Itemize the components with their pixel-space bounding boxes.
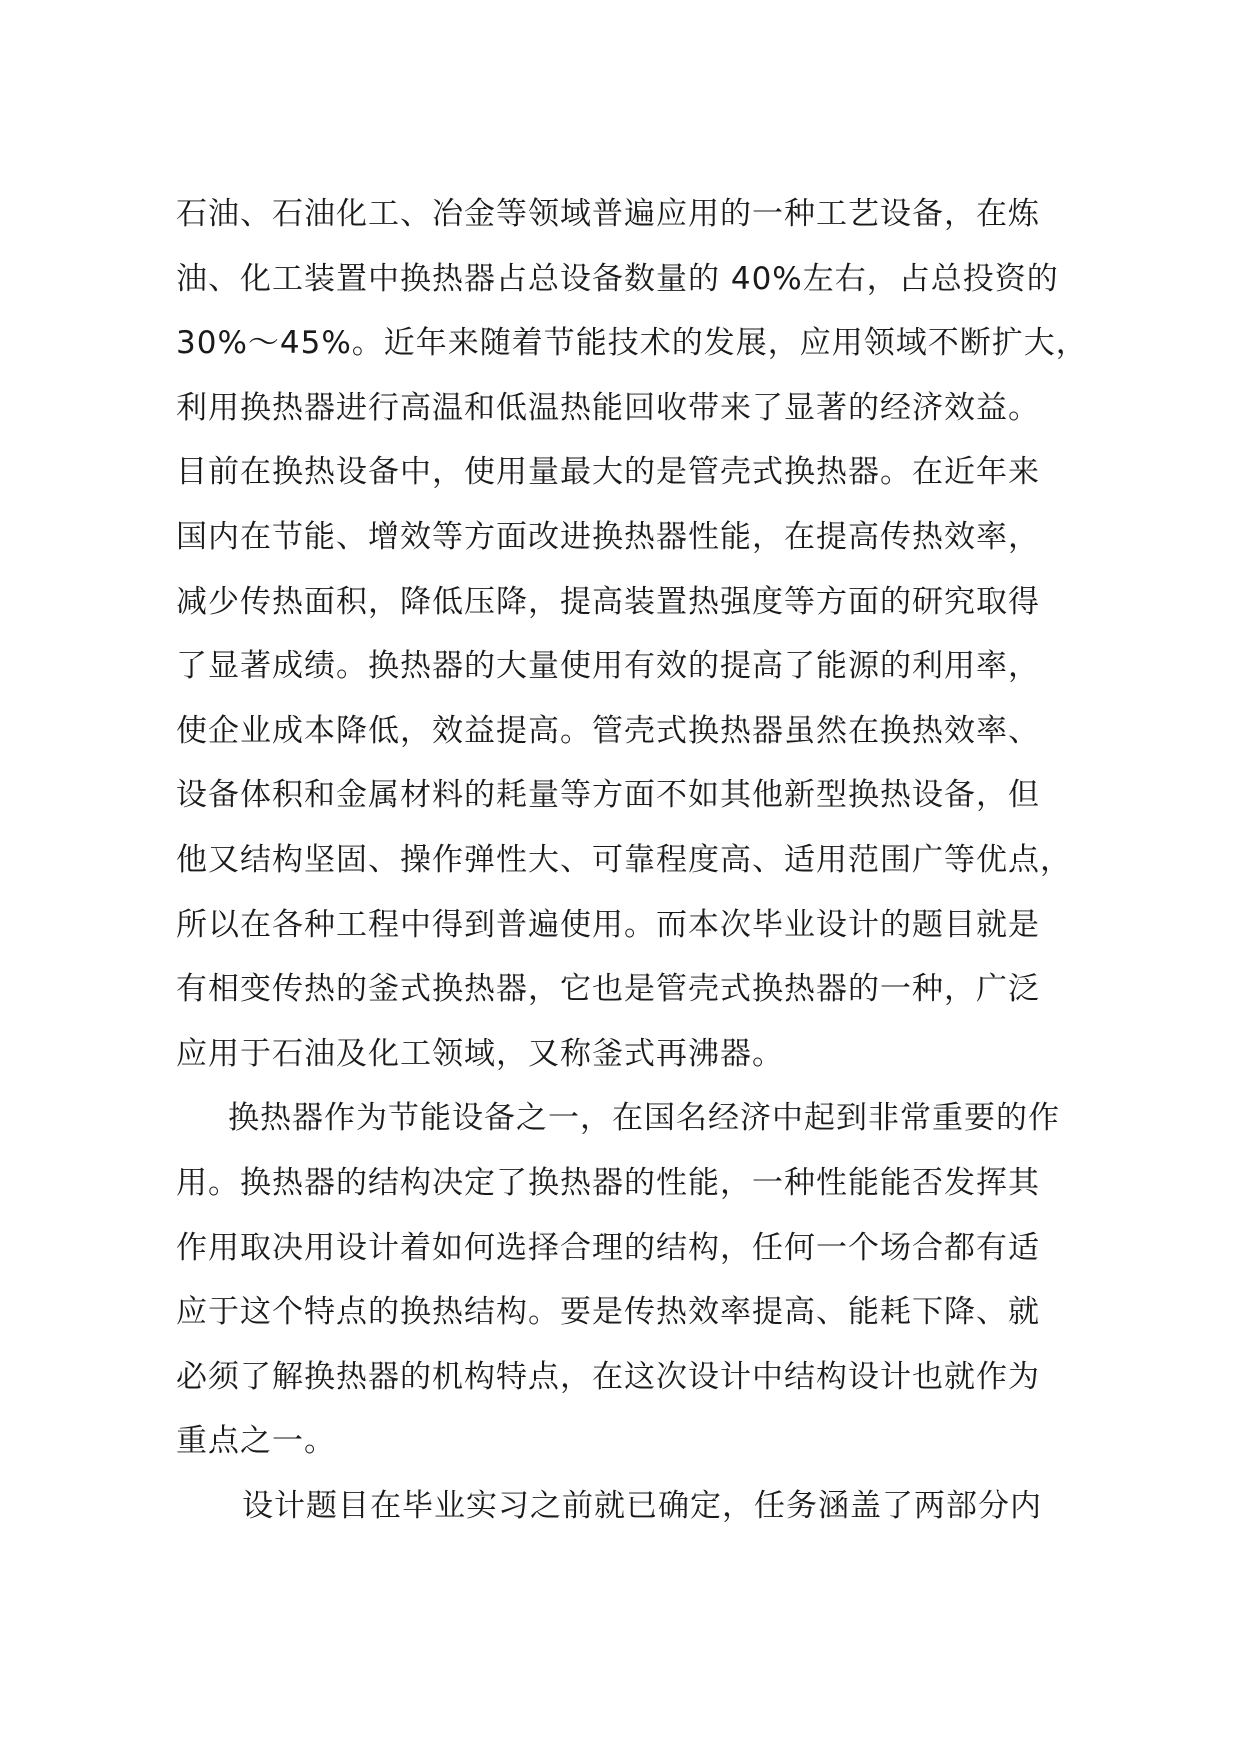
text-line: 他又结构坚固、操作弹性大、可靠程度高、适用范围广等优点， bbox=[176, 841, 1072, 878]
paragraph-3 bbox=[176, 1474, 1096, 1539]
text-line: 用。换热器的结构决定了换热器的性能，一种性能能否发挥其 bbox=[176, 1164, 1040, 1201]
text-line: 所以在各种工程中得到普遍使用。而本次毕业设计的题目就是 bbox=[176, 906, 1040, 943]
text-line: 必须了解换热器的机构特点，在这次设计中结构设计也就作为 bbox=[176, 1358, 1040, 1395]
text-line: 了显著成绩。换热器的大量使用有效的提高了能源的利用率， bbox=[176, 648, 1040, 685]
text-line: 换热器作为节能设备之一，在国名经济中起到非常重要的作 bbox=[228, 1100, 1060, 1137]
text-line: 目前在换热设备中，使用量最大的是管壳式换热器。在近年来 bbox=[176, 454, 1040, 491]
document-body bbox=[176, 182, 1096, 1538]
text-line: 石油、石油化工、冶金等领域普遍应用的一种工艺设备，在炼 bbox=[176, 196, 1040, 232]
text-line: 设备体积和金属材料的耗量等方面不如其他新型换热设备，但 bbox=[176, 777, 1040, 814]
text-line: 设计题目在毕业实习之前就已确定，任务涵盖了两部分内 bbox=[242, 1487, 1042, 1524]
paragraph-2 bbox=[176, 1086, 1096, 1474]
text-line: 有相变传热的釜式换热器，它也是管壳式换热器的一种，广泛 bbox=[176, 971, 1040, 1008]
text-line: 应于这个特点的换热结构。要是传热效率提高、能耗下降、就 bbox=[176, 1294, 1040, 1331]
text-line: 30%～45%。近年来随着节能技术的发展，应用领域不断扩大， bbox=[176, 325, 1088, 362]
text-line: 使企业成本降低，效益提高。管壳式换热器虽然在换热效率、 bbox=[176, 712, 1040, 749]
text-line: 作用取决用设计着如何选择合理的结构，任何一个场合都有适 bbox=[176, 1229, 1040, 1266]
text-line: 利用换热器进行高温和低温热能回收带来了显著的经济效益。 bbox=[176, 389, 1040, 426]
text-line: 减少传热面积，降低压降，提高装置热强度等方面的研究取得 bbox=[176, 583, 1040, 620]
text-line: 油、化工装置中换热器占总设备数量的 40%左右，占总投资的 bbox=[176, 260, 1059, 297]
text-line: 应用于石油及化工领域，又称釜式再沸器。 bbox=[176, 1035, 784, 1072]
text-line: 国内在节能、增效等方面改进换热器性能，在提高传热效率， bbox=[176, 518, 1040, 555]
text-line: 重点之一。 bbox=[176, 1423, 336, 1460]
paragraph-1 bbox=[176, 182, 1096, 1086]
